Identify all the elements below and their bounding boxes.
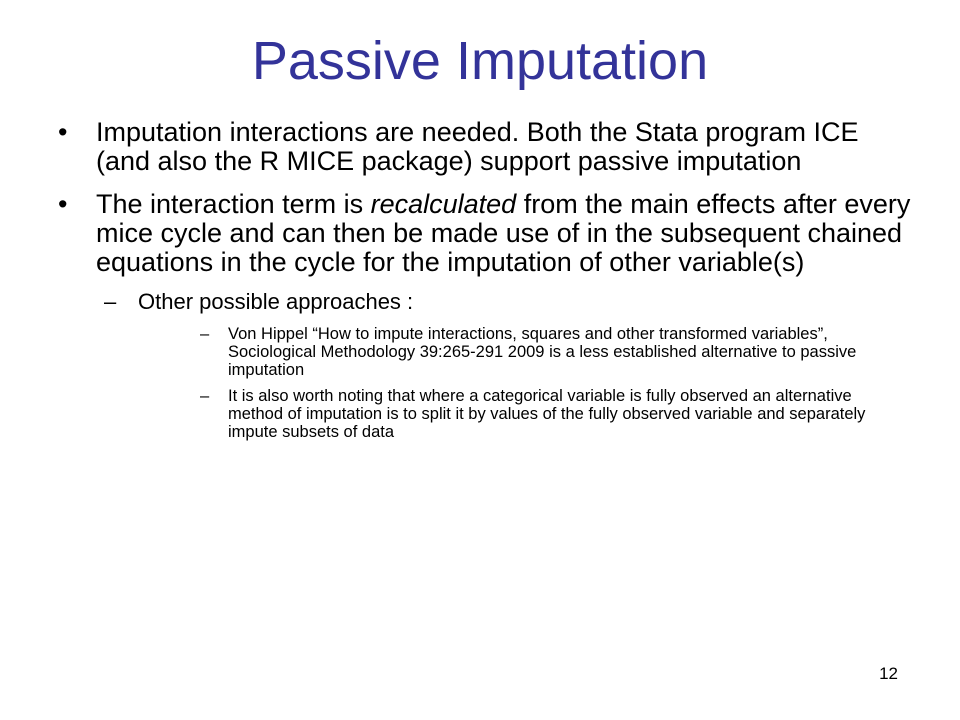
dash-marker: – — [200, 387, 210, 405]
sub-sub-bullet-text: Von Hippel “How to impute interactions, squares and other transformed variables”, Sociological Methodology 39:265-291 2009 is a less established alternative to passive imputation — [228, 325, 857, 379]
bullet-text-after: from the main effects after every mice cycle and can then be made use of in the subsequent chained equations in the cycle for the imputation of other variable(s) — [96, 189, 911, 277]
bullet-item — [58, 190, 918, 277]
bullet-text-emphasis: recalculated — [370, 189, 517, 219]
sub-sub-bullet-item — [58, 387, 878, 441]
slide-title: Passive Imputation — [251, 31, 709, 91]
bullet-text-before: The interaction term is — [96, 189, 371, 219]
sub-sub-bullet-item — [58, 325, 878, 379]
sub-sub-bullet-text: It is also worth noting that where a categorical variable is fully observed an alternative method of imputation is to split it by values of the fully observed variable and separately impute subsets of data — [228, 387, 866, 441]
sub-bullet-item — [58, 289, 918, 315]
bullet-marker: • — [58, 117, 68, 147]
bullet-marker: • — [58, 189, 68, 219]
bullet-item — [58, 118, 918, 176]
dash-marker: – — [104, 289, 117, 314]
slide-content — [58, 118, 918, 449]
dash-marker: – — [200, 325, 210, 343]
page-number: 12 — [879, 664, 898, 683]
sub-bullet-text: Other possible approaches : — [138, 289, 414, 314]
bullet-text: Imputation interactions are needed. Both the Stata program ICE (and also the R MICE package) support passive imputation — [96, 117, 859, 176]
